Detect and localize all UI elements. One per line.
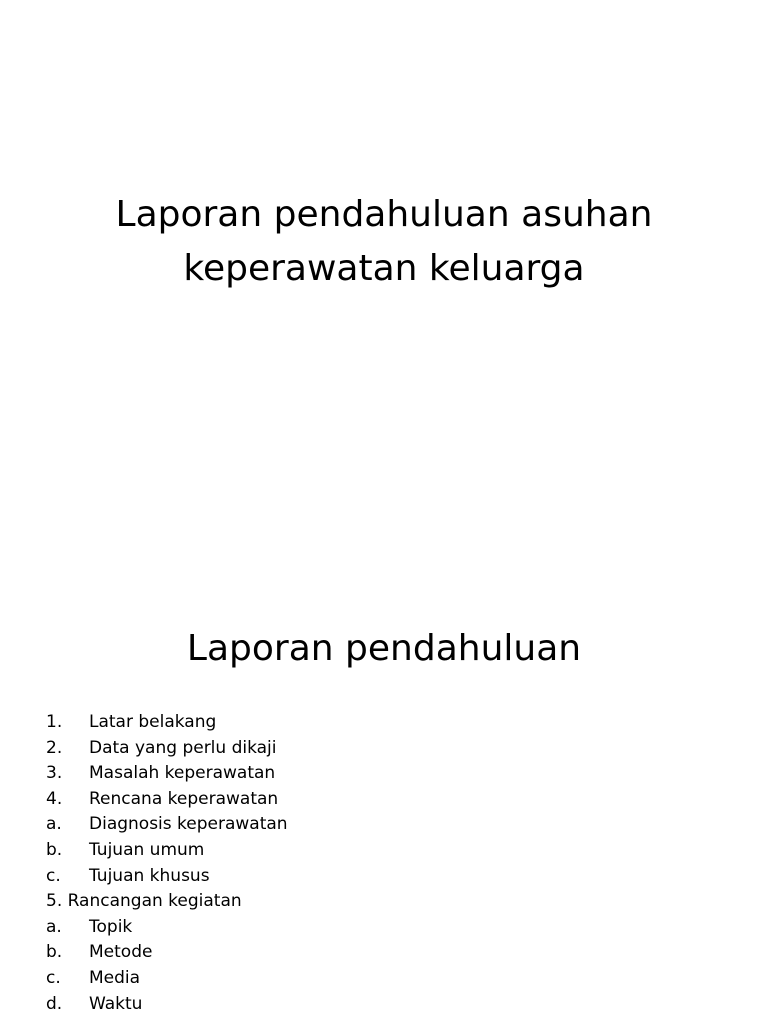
list-text: Masalah keperawatan xyxy=(89,763,276,784)
list-marker: 2. xyxy=(46,737,63,758)
list-item xyxy=(46,787,726,813)
list-item xyxy=(46,889,726,915)
list-text: Metode xyxy=(89,942,153,963)
list-marker: b. xyxy=(46,942,63,963)
list-item xyxy=(46,761,726,787)
list-text: 5. Rancangan kegiatan xyxy=(46,891,242,912)
slide-title-heading xyxy=(0,188,768,296)
list-item xyxy=(46,838,726,864)
list-text: Waktu xyxy=(89,993,143,1014)
title-line: keperawatan keluarga xyxy=(183,248,585,289)
list-text: Data yang perlu dikaji xyxy=(89,737,277,758)
slide-outline xyxy=(0,576,768,1024)
title-line: Laporan pendahuluan asuhan xyxy=(115,194,653,235)
list-marker: 4. xyxy=(46,788,63,809)
list-text: Latar belakang xyxy=(89,712,217,732)
list-item xyxy=(46,915,726,941)
list-text: Diagnosis keperawatan xyxy=(89,814,288,835)
list-marker: a. xyxy=(46,814,62,835)
list-marker: 1. xyxy=(46,712,63,732)
list-marker: d. xyxy=(46,993,63,1014)
list-text: Topik xyxy=(89,916,133,937)
list-marker: b. xyxy=(46,839,63,860)
list-text: Tujuan umum xyxy=(89,839,205,860)
list-marker: c. xyxy=(46,967,61,988)
list-marker: 3. xyxy=(46,763,63,784)
list-text: Tujuan khusus xyxy=(89,865,210,886)
list-item xyxy=(46,710,726,736)
list-item xyxy=(46,992,726,1018)
list-marker: c. xyxy=(46,865,61,886)
list-text: Media xyxy=(89,967,141,988)
list-item xyxy=(46,940,726,966)
slide-outline-heading: Laporan pendahuluan xyxy=(186,628,582,669)
list-item xyxy=(46,812,726,838)
list-item xyxy=(46,864,726,890)
list-marker: a. xyxy=(46,916,62,937)
outline-list xyxy=(46,710,726,1017)
list-item xyxy=(46,966,726,992)
list-item xyxy=(46,736,726,762)
list-text: Rencana keperawatan xyxy=(89,788,279,809)
